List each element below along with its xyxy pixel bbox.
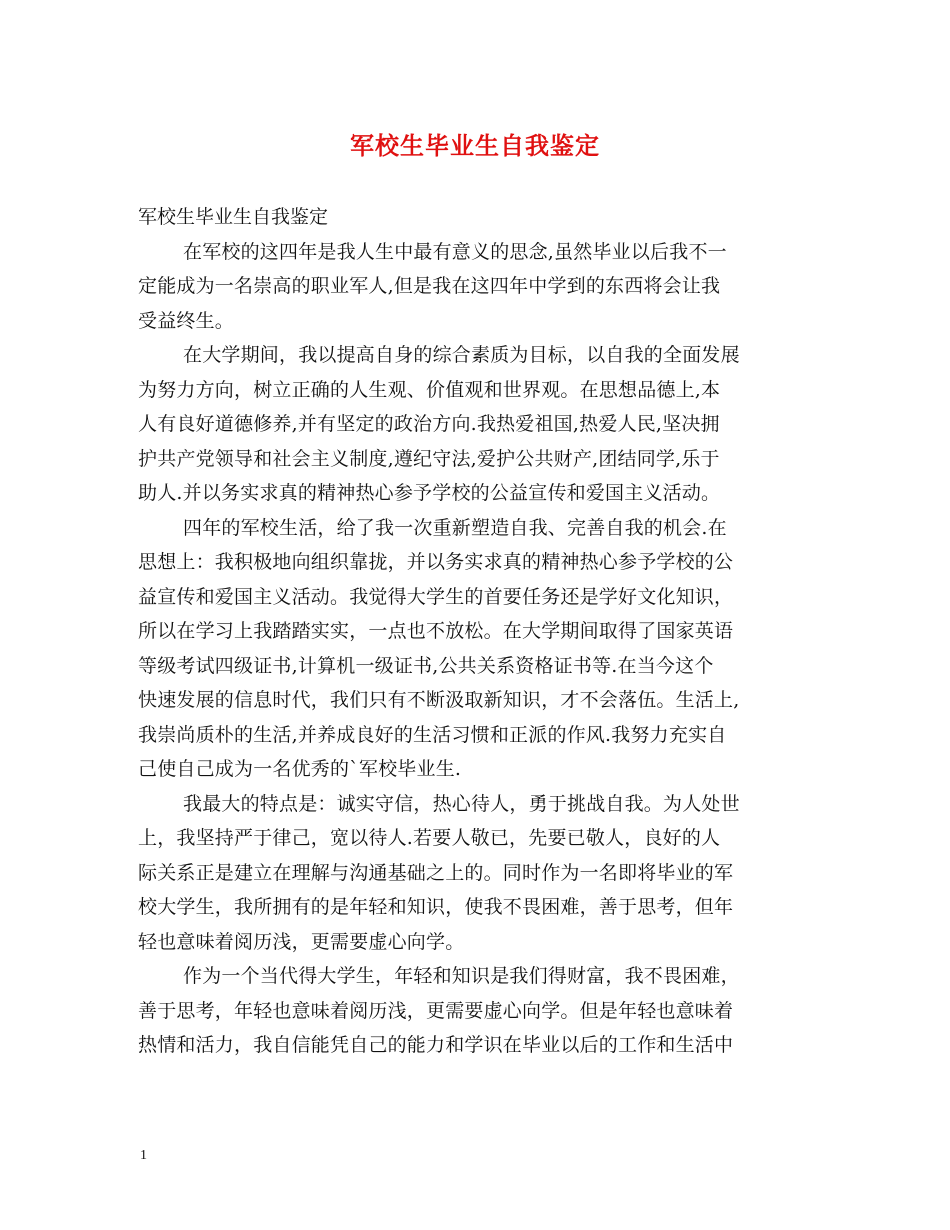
paragraph-1 bbox=[138, 235, 814, 339]
paragraph-3 bbox=[138, 511, 814, 787]
paragraph-line: 热情和活力，我自信能凭自己的能力和学识在毕业以后的工作和生活中 bbox=[138, 1034, 734, 1056]
paragraph-line: 快速发展的信息时代，我们只有不断汲取新知识，才不会落伍。生活上, bbox=[138, 689, 740, 711]
paragraph-line: 人有良好道德修养,并有坚定的政治方向.我热爱祖国,热爱人民,坚决拥 bbox=[138, 413, 720, 435]
paragraph-line: 作为一个当代得大学生，年轻和知识是我们得财富，我不畏困难， bbox=[183, 965, 740, 987]
paragraph-4 bbox=[138, 787, 814, 960]
paragraph-line: 我崇尚质朴的生活,并养成良好的生活习惯和正派的作风.我努力充实自 bbox=[138, 723, 727, 746]
paragraph-line: 我最大的特点是：诚实守信，热心待人，勇于挑战自我。为人处世 bbox=[183, 792, 740, 815]
paragraph-line: 益宣传和爱国主义活动。我觉得大学生的首要任务还是学好文化知识， bbox=[138, 585, 734, 608]
paragraph-line: 上，我坚持严于律己，宽以待人.若要人敬已，先要已敬人，良好的人 bbox=[138, 827, 721, 849]
paragraph-line: 在大学期间，我以提高自身的综合素质为目标，以自我的全面发展 bbox=[183, 344, 740, 366]
paragraph-line: 等级考试四级证书,计算机一级证书,公共关系资格证书等.在当今这个 bbox=[138, 654, 714, 677]
paragraph-line: 际关系正是建立在理解与沟通基础之上的。同时作为一名即将毕业的军 bbox=[138, 861, 734, 884]
page-number: 1 bbox=[140, 1148, 147, 1163]
paragraph-line: 己使自己成为一名优秀的`军校毕业生. bbox=[138, 758, 462, 780]
paragraph-line: 定能成为一名崇高的职业军人,但是我在这四年中学到的东西将会让我 bbox=[138, 275, 721, 297]
document-subtitle: 军校生毕业生自我鉴定 bbox=[138, 206, 329, 228]
paragraph-2 bbox=[138, 338, 814, 511]
document-body bbox=[138, 200, 814, 1063]
paragraph-line: 四年的军校生活，给了我一次重新塑造自我、完善自我的机会.在 bbox=[183, 516, 727, 539]
paragraph-line: 轻也意味着阅历浅，更需要虚心向学。 bbox=[138, 930, 465, 953]
paragraph-5 bbox=[138, 959, 814, 1063]
paragraph-line: 思想上：我积极地向组织靠拢，并以务实求真的精神热心参予学校的公 bbox=[138, 551, 734, 573]
paragraph-line: 护共产党领导和社会主义制度,遵纪守法,爱护公共财产,团结同学,乐于 bbox=[138, 447, 720, 470]
paragraph-line: 为努力方向，树立正确的人生观、价值观和世界观。在思想品德上,本 bbox=[138, 378, 721, 401]
paragraph-line: 善于思考，年轻也意味着阅历浅，更需要虚心向学。但是年轻也意味着 bbox=[138, 999, 734, 1022]
document-title: 军校生毕业生自我鉴定 bbox=[350, 131, 600, 160]
paragraph-line: 在军校的这四年是我人生中最有意义的思念,虽然毕业以后我不一 bbox=[183, 240, 727, 263]
paragraph-line: 所以在学习上我踏踏实实，一点也不放松。在大学期间取得了国家英语 bbox=[138, 620, 734, 642]
paragraph-line: 受益终生。 bbox=[138, 309, 235, 332]
paragraph-line: 助人.并以务实求真的精神热心参予学校的公益宣传和爱国主义活动。 bbox=[138, 482, 721, 504]
paragraph-line: 校大学生，我所拥有的是年轻和知识，使我不畏困难，善于思考，但年 bbox=[138, 896, 734, 918]
